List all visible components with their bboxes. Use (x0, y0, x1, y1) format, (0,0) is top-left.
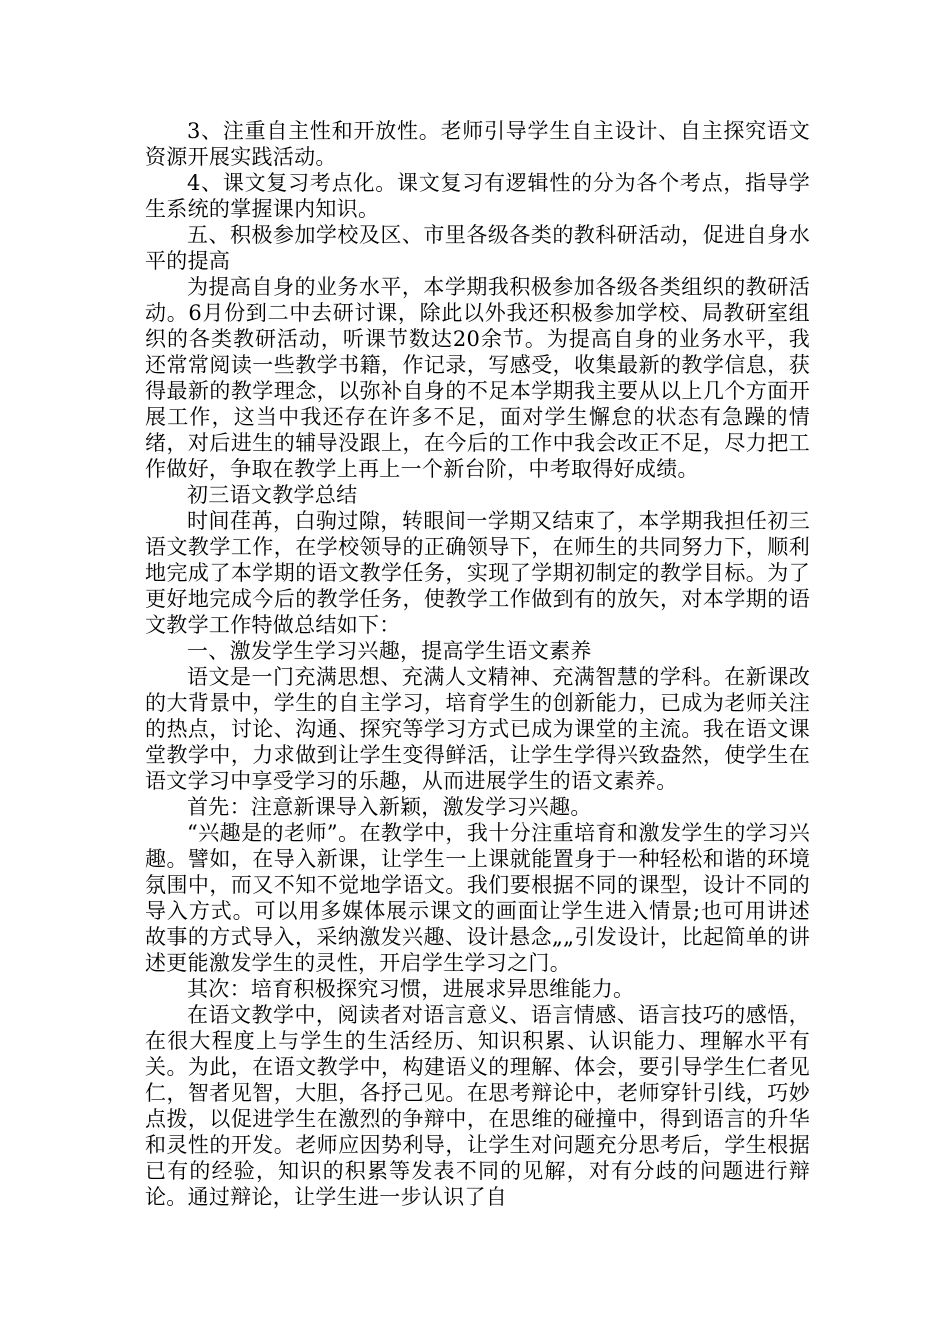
document-title: 初三语文教学总结 (187, 483, 358, 507)
paragraph-2: 4、课文复习考点化。课文复习有逻辑性的分为各个考点，指导学生系统的掌握课内知识。 (145, 171, 810, 221)
paragraph-6: “兴趣是的老师”。在教学中，我十分注重培育和激发学生的学习兴趣。譬如，在导入新课，让学生一上课就能置身于一种轻松和谐的环境氛围中，而又不知不觉地学语文。我们要根据不同的课型，设计不同的导入方式。可以用多媒体展示课文的画面让学生进入情景;也可用讲述故事的方式导入，采纳激发兴趣、设计悬念„„引发设计，比起简单的讲述更能激发学生的灵性，开启学生学习之门。 (145, 821, 810, 975)
paragraph-7: 在语文教学中，阅读者对语言意义、语言情感、语言技巧的感悟，在很大程度上与学生的生活经历、知识积累、认识能力、理解水平有关。为此，在语文教学中，构建语义的理解、体会，要引导学生仁者见仁，智者见智，大胆，各抒己见。在思考辩论中，老师穿针引线，巧妙点拨，以促进学生在激烈的争辩中，在思维的碰撞中，得到语言的升华和灵性的开发。老师应因势利导，让学生对问题充分思考后，学生根据已有的经验，知识的积累等发表不同的见解，对有分歧的问题进行辩论。通过辩论，让学生进一步认识了自 (145, 1003, 810, 1209)
document-page (145, 118, 810, 1210)
subheading-second: 其次：培育积极探究习惯，进展求异思维能力。 (187, 977, 635, 1001)
paragraph-5: 语文是一门充满思想、充满人文精神、充满智慧的学科。在新课改的大背景中，学生的自主学习，培育学生的创新能力，已成为老师关注的热点，讨论、沟通、探究等学习方式已成为课堂的主流。我在语文课堂教学中，力求做到让学生变得鲜活，让学生学得兴致盎然，使学生在语文学习中享受学习的乐趣，从而进展学生的语文素养。 (145, 665, 810, 793)
paragraph-4: 时间荏苒，白驹过隙，转眼间一学期又结束了，本学期我担任初三语文教学工作，在学校领导的正确领导下，在师生的共同努力下，顺利地完成了本学期的语文教学任务，实现了学期初制定的教学目标。为了更好地完成今后的教学任务，使教学工作做到有的放矢，对本学期的语文教学工作特做总结如下： (145, 509, 810, 637)
paragraph-3: 为提高自身的业务水平，本学期我积极参加各级各类组织的教研活动。6月份到二中去研讨课，除此以外我还积极参加学校、局教研室组织的各类教研活动，听课节数达20余节。为提高自身的业务水平，我还常常阅读一些教学书籍，作记录，写感受，收集最新的教学信息，获得最新的教学理念，以弥补自身的不足本学期我主要从以上几个方面开展工作，这当中我还存在许多不足，面对学生懈怠的状态有急躁的情绪，对后进生的辅导没跟上，在今后的工作中我会改正不足，尽力把工作做好，争取在教学上再上一个新台阶，中考取得好成绩。 (145, 275, 810, 481)
paragraph-1: 3、注重自主性和开放性。老师引导学生自主设计、自主探究语文资源开展实践活动。 (145, 119, 810, 169)
section-heading-1: 一、激发学生学习兴趣，提高学生语文素养 (187, 639, 592, 663)
section-heading-5: 五、积极参加学校及区、市里各级各类的教科研活动，促进自身水平的提高 (145, 223, 810, 273)
subheading-first: 首先：注意新课导入新颖，激发学习兴趣。 (187, 795, 592, 819)
